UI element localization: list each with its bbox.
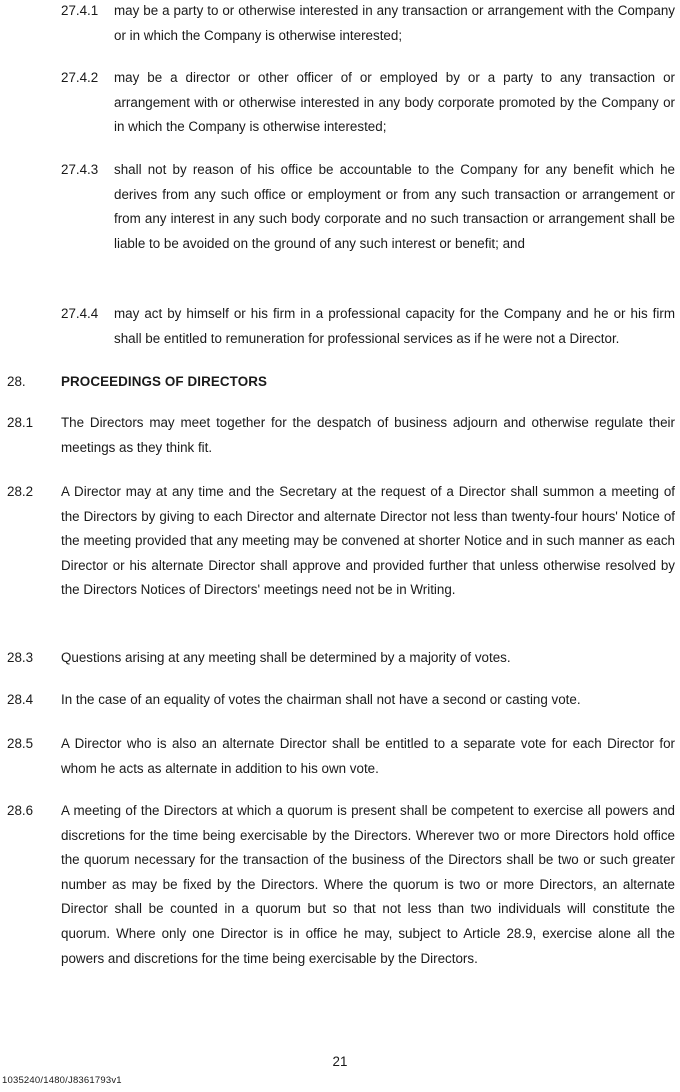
clause-number: 28.6 — [7, 803, 34, 818]
section-heading: PROCEEDINGS OF DIRECTORS — [61, 374, 268, 389]
clause-text: A Director who is also an alternate Director shall be entitled to a separate vote for each Director for whom he acts as alternate in addition to his own vote. — [61, 736, 675, 776]
clause-number: 28.2 — [7, 484, 34, 499]
clause-text: may be a director or other officer of or employed by or a party to any transaction or arrangement with or otherwise interested in any body corporate promoted by the Company or in which the Company is otherwise interested; — [114, 70, 675, 135]
clause-number: 27.4.2 — [61, 70, 99, 85]
clause-number: 27.4.3 — [61, 162, 99, 177]
clause-text: Questions arising at any meeting shall be determined by a majority of votes. — [61, 650, 511, 665]
clause-text: shall not by reason of his office be accountable to the Company for any benefit which he derives from any such office or employment or from any such transaction or arrangement or from any interest in any such body corporate and no such transaction or arrangement shall be liable to be avoided on the ground of any such interest or benefit; and — [114, 162, 675, 251]
document-reference: 1035240/1480/J8361793v1 — [2, 1075, 122, 1086]
clause-number: 28.4 — [7, 692, 34, 707]
clause-number: 28.1 — [7, 415, 34, 430]
clause-text: In the case of an equality of votes the chairman shall not have a second or casting vote. — [61, 692, 581, 707]
clause-text: A Director may at any time and the Secretary at the request of a Director shall summon a meeting of the Directors by giving to each Director and alternate Director not less than twenty-four hours' Notice of the meeting provided that any meeting may be convened at shorter Notice and in such manner as each Director or his alternate Director shall approve and provided further that unless otherwise resolved by the Directors Notices of Directors' meetings need not be in Writing. — [61, 484, 675, 598]
clause-text: may act by himself or his firm in a professional capacity for the Company and he or his firm shall be entitled to remuneration for professional services as if he were not a Director. — [114, 306, 675, 346]
clause-text: A meeting of the Directors at which a quorum is present shall be competent to exercise all powers and discretions for the time being exercisable by the Directors. Wherever two or more Directors hold office the quorum necessary for the transaction of the business of the Directors shall be two or such greater number as may be fixed by the Directors. Where the quorum is two or more Directors, an alternate Director shall be counted in a quorum but so that not less than two individuals will constitute the quorum. Where only one Director is in office he may, subject to Article 28.9, exercise alone all the powers and discretions for the time being exercisable by the Directors. — [61, 803, 675, 966]
section-number: 28. — [7, 374, 26, 389]
clause-text: The Directors may meet together for the despatch of business adjourn and otherwise regulate their meetings as they think fit. — [61, 415, 675, 455]
clause-number: 27.4.4 — [61, 306, 99, 321]
clause-number: 28.3 — [7, 650, 34, 665]
page-number: 21 — [332, 1054, 348, 1069]
clause-text: may be a party to or otherwise interested in any transaction or arrangement with the Company or in which the Company is otherwise interested; — [114, 3, 675, 43]
clause-number: 27.4.1 — [61, 3, 99, 18]
clause-number: 28.5 — [7, 736, 34, 751]
